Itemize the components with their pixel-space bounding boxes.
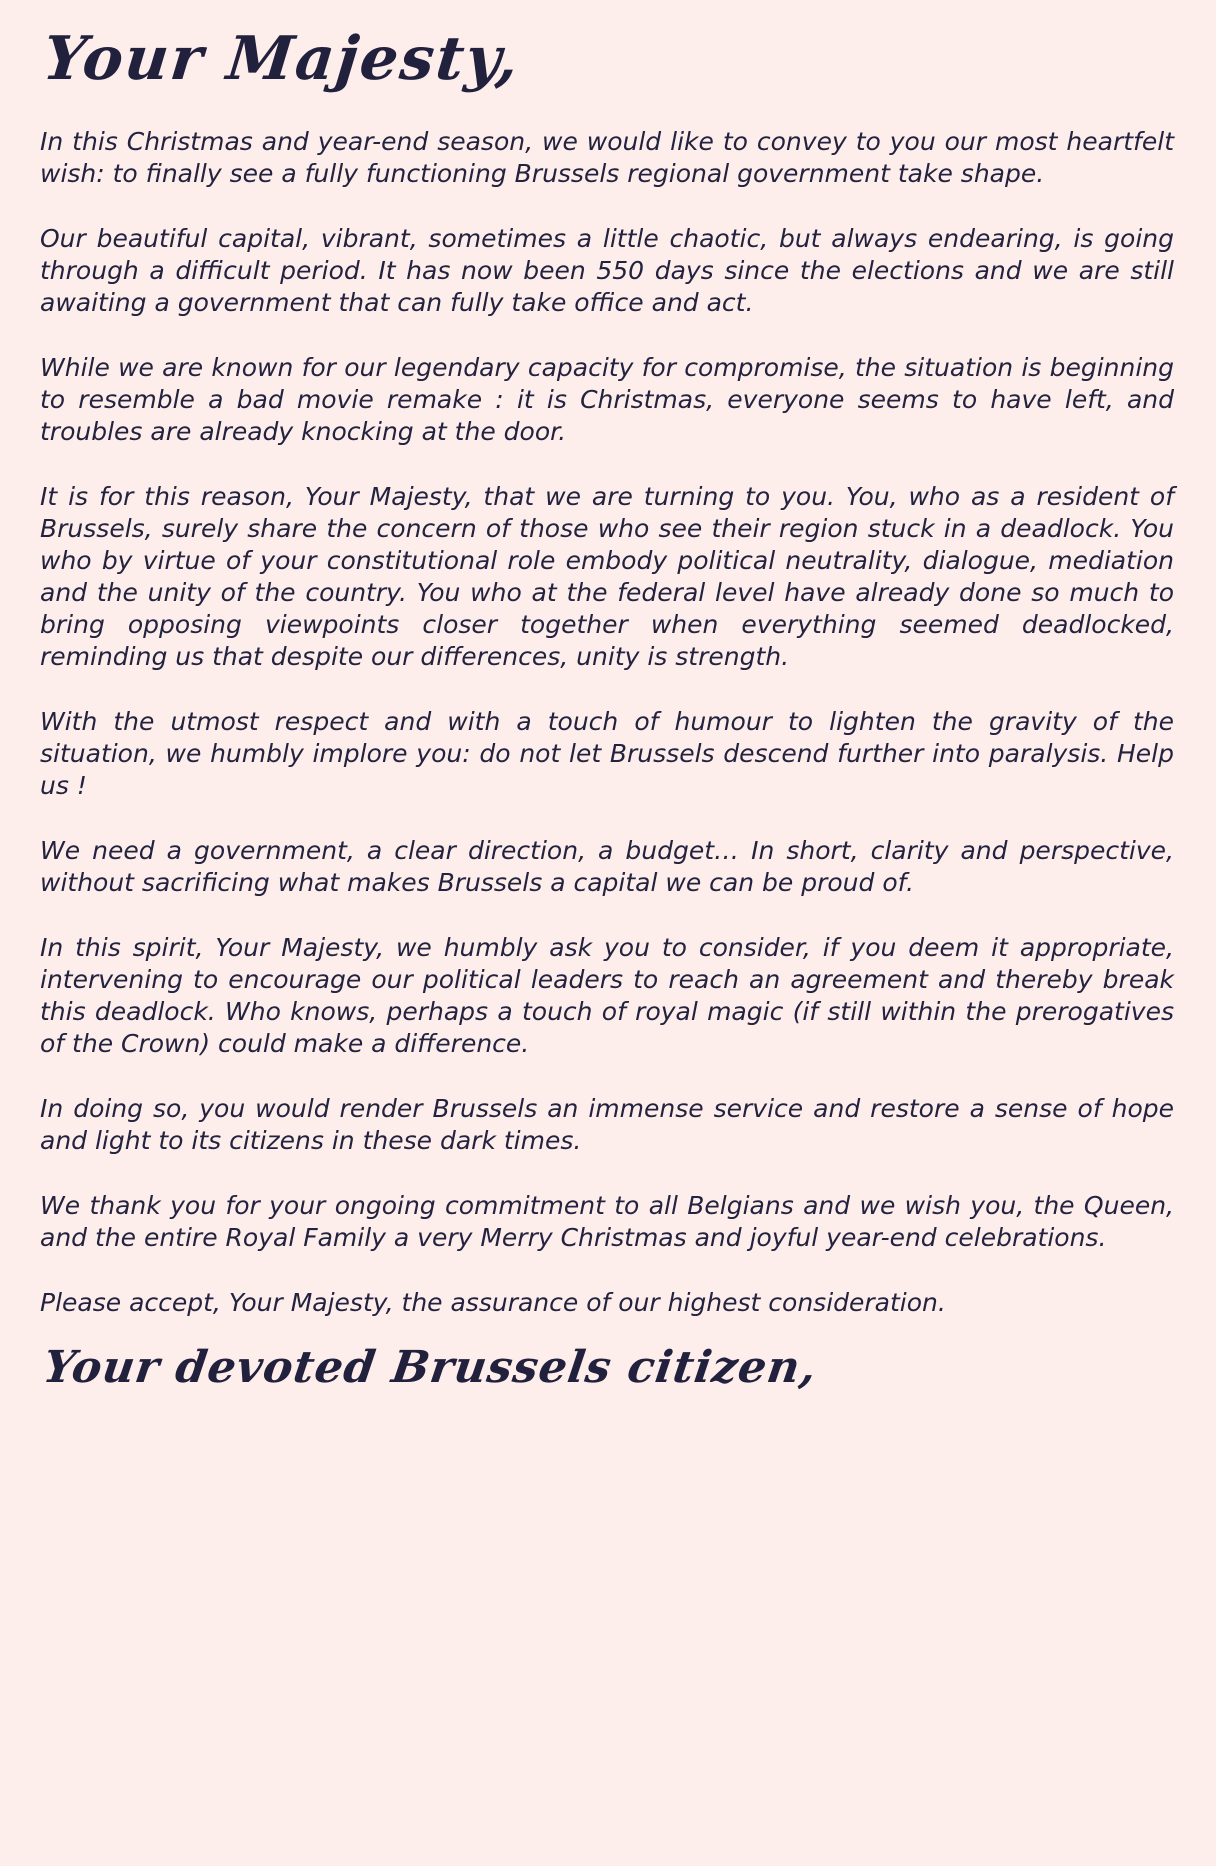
letter-paragraph: It is for this reason, Your Majesty, that we are turning to you. You, who as a resident of Brussels, surely share the concern of those who see their region stuck in a deadlock. You who by virtue of your constitutional role embody political neutrality, dialogue, mediation and the unity of the country. You who at the federal level have already done so much to bring opposing viewpoints closer together when everything seemed deadlocked, reminding us that despite our differences, unity is strength.: [40, 482, 1174, 671]
letter-body: [40, 126, 1174, 1319]
letter-paragraph: In this Christmas and year-end season, we would like to convey to you our most heartfelt wish: to finally see a fully functioning Brussels regional government take shape.: [40, 127, 1174, 188]
letter-paragraph: While we are known for our legendary capacity for compromise, the situation is beginning to resemble a bad movie remake : it is Christmas, everyone seems to have left, and troubles are already knocking at the door.: [40, 353, 1174, 446]
letter-salutation: Your Majesty,: [39, 24, 524, 94]
letter-paragraph: With the utmost respect and with a touch of humour to lighten the gravity of the situation, we humbly implore you: do not let Brussels descend further into paralysis. Help us !: [40, 707, 1174, 800]
letter-paragraph: In doing so, you would render Brussels an immense service and restore a sense of hope and light to its citizens in these dark times.: [40, 1094, 1174, 1155]
letter-signature: Your devoted Brussels citizen,: [40, 1342, 821, 1393]
letter-paragraph: Please accept, Your Majesty, the assurance of our highest consideration.: [40, 1288, 946, 1317]
letter-paragraph: We need a government, a clear direction, a budget… In short, clarity and perspective, without sacrificing what makes Brussels a capital we can be proud of.: [40, 836, 1174, 897]
letter-paragraph: Our beautiful capital, vibrant, sometimes a little chaotic, but always endearing, is going through a difficult period. It has now been 550 days since the elections and we are still awaiting a government that can fully take office and act.: [40, 224, 1174, 317]
letter-paragraph: We thank you for your ongoing commitment to all Belgians and we wish you, the Queen, and the entire Royal Family a very Merry Christmas and joyful year-end celebrations.: [40, 1191, 1174, 1252]
letter-paragraph: In this spirit, Your Majesty, we humbly ask you to consider, if you deem it appropriate, intervening to encourage our political leaders to reach an agreement and thereby break this deadlock. Who knows, perhaps a touch of royal magic (if still within the prerogatives of the Crown) could make a difference.: [40, 933, 1174, 1058]
